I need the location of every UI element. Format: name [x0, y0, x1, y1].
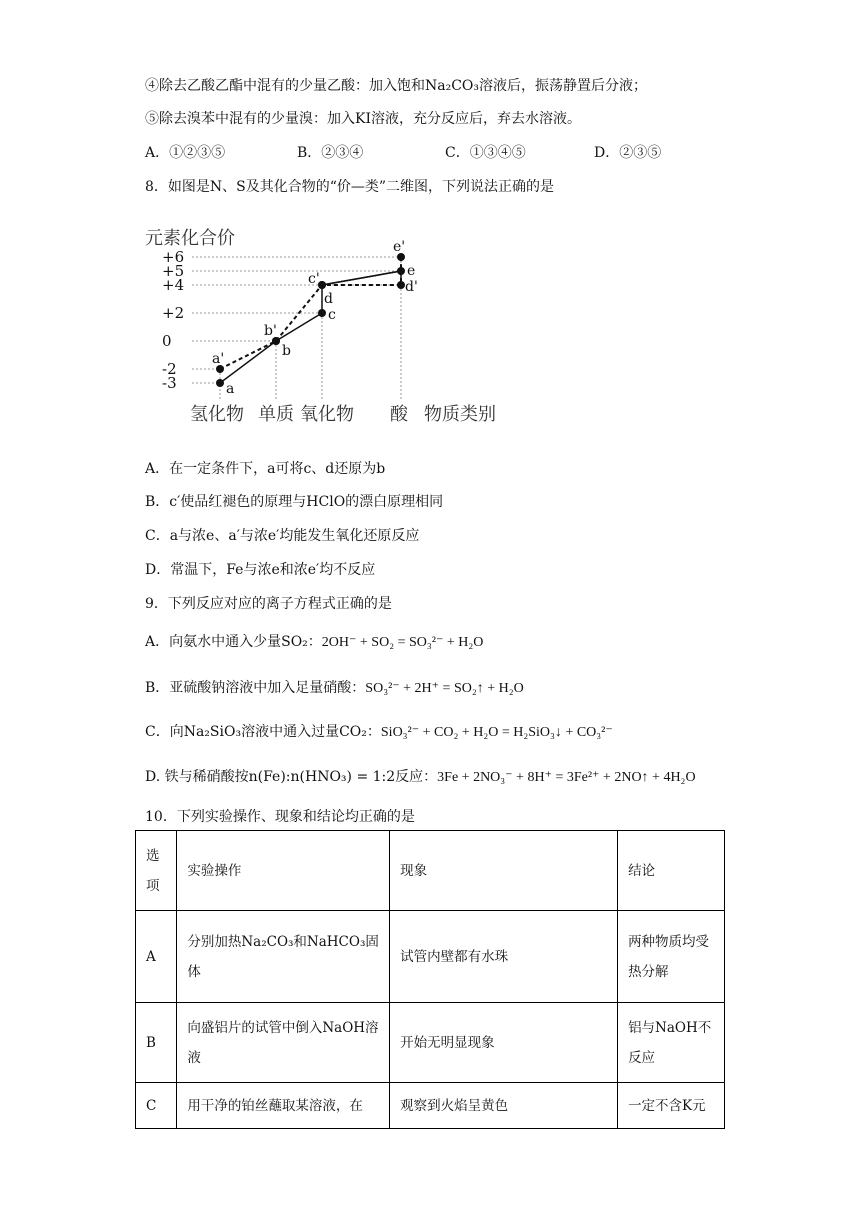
- row-operation: 用干净的铂丝蘸取某溶液，在: [177, 1083, 390, 1129]
- q9-stem: 9．下列反应对应的离子方程式正确的是: [145, 596, 392, 612]
- q9-a-prefix: A．向氨水中通入少量SO₂：: [145, 634, 322, 650]
- row-phenomenon: 开始无明显现象: [390, 1003, 618, 1083]
- row-option: C: [136, 1083, 177, 1129]
- q9-b-prefix: B．亚硫酸钠溶液中加入足量硝酸：: [145, 680, 366, 696]
- header-cell-phenomenon: 现象: [390, 831, 618, 911]
- q9-option-d: [145, 766, 696, 786]
- q9-c-equation: SiO₃²⁻ + CO₂ + H₂O = H₂SiO₃↓ + CO₃²⁻: [380, 725, 613, 740]
- q8-option-d: D．常温下，Fe与浓e和浓e′均不反应: [145, 562, 376, 578]
- table-row: [136, 1083, 725, 1129]
- q9-option-a: [145, 631, 483, 651]
- q9-c-prefix: C．向Na₂SiO₃溶液中通入过量CO₂：: [145, 724, 381, 740]
- row-operation: 向盛铝片的试管中倒入NaOH溶液: [177, 1003, 390, 1083]
- q7-option-d: D．②③⑤: [594, 145, 662, 161]
- y-tick-label: +5: [162, 262, 185, 280]
- y-tick-label: +6: [162, 248, 185, 266]
- data-point: [318, 309, 326, 317]
- header-cell-operation: 实验操作: [177, 831, 390, 911]
- q9-option-c: [145, 721, 613, 741]
- x-category-label: 单质: [258, 404, 294, 425]
- point-label: a': [212, 351, 225, 367]
- q9-d-equation: 3Fe + 2NO₃⁻ + 8H⁺ = 3Fe²⁺ + 2NO↑ + 4H₂O: [437, 770, 696, 785]
- q8-option-a: A．在一定条件下，a可将c、d还原为b: [145, 461, 386, 477]
- row-option: A: [136, 911, 177, 1003]
- data-point: [216, 379, 224, 387]
- q7-option-b: B．②③④: [297, 145, 364, 161]
- series-line-connector: [322, 271, 401, 285]
- y-tick-label: +4: [162, 276, 185, 294]
- q9-option-b: [145, 677, 524, 697]
- y-tick-label: -2: [162, 360, 177, 378]
- valence-class-chart: [140, 222, 500, 427]
- row-conclusion: 一定不含K元: [618, 1083, 725, 1129]
- q8-stem: 8．如图是N、S及其化合物的“价—类”二维图，下列说法正确的是: [145, 179, 555, 195]
- point-label: a: [226, 381, 235, 397]
- x-category-label: 氧化物: [300, 404, 354, 425]
- q9-a-equation: 2OH⁻ + SO₂ = SO₃²⁻ + H₂O: [321, 635, 484, 650]
- point-label: e: [407, 263, 416, 279]
- q9-d-prefix: D. 铁与稀硝酸按n(Fe):n(HNO₃) = 1:2反应：: [145, 769, 438, 785]
- data-point: [397, 267, 405, 275]
- row-conclusion: 两种物质均受热分解: [618, 911, 725, 1003]
- line-5: ⑤除去溴苯中混有的少量溴：加入KI溶液，充分反应后，弃去水溶液。: [145, 111, 581, 127]
- chart-ylabel: 元素化合价: [145, 228, 235, 249]
- q9-b-equation: SO₃²⁻ + 2H⁺ = SO₂↑ + H₂O: [365, 681, 524, 696]
- point-label: c': [308, 271, 320, 287]
- x-category-label: 酸: [390, 404, 408, 425]
- x-category-label: 氢化物: [190, 404, 244, 425]
- point-label: c: [328, 307, 336, 323]
- table-row: [136, 911, 725, 1003]
- header-cell-option: 选项: [136, 831, 177, 911]
- point-label: b: [282, 343, 291, 359]
- q10-stem: 10．下列实验操作、现象和结论均正确的是: [145, 809, 415, 825]
- row-operation: 分别加热Na₂CO₃和NaHCO₃固体: [177, 911, 390, 1003]
- experiment-table: [135, 830, 725, 1129]
- line-4: ④除去乙酸乙酯中混有的少量乙酸：加入饱和Na₂CO₃溶液后，振荡静置后分液；: [145, 78, 648, 94]
- y-tick-label: -3: [162, 374, 177, 392]
- table-header-row: [136, 831, 725, 911]
- point-label: d': [405, 279, 418, 295]
- q8-option-c: C．a与浓e、a′与浓e′均能发生氧化还原反应: [145, 528, 420, 544]
- chart-xlabel: 物质类别: [424, 404, 496, 425]
- header-cell-conclusion: 结论: [618, 831, 725, 911]
- table-row: [136, 1003, 725, 1083]
- point-label: e': [393, 239, 406, 255]
- row-phenomenon: 试管内壁都有水珠: [390, 911, 618, 1003]
- row-option: B: [136, 1003, 177, 1083]
- row-conclusion: 铝与NaOH不反应: [618, 1003, 725, 1083]
- series-line-solid: [220, 271, 401, 383]
- q7-option-c: C．①③④⑤: [445, 145, 526, 161]
- row-phenomenon: 观察到火焰呈黄色: [390, 1083, 618, 1129]
- y-tick-label: 0: [162, 332, 172, 350]
- point-label: d: [324, 291, 333, 307]
- q7-option-a: A．①②③⑤: [145, 145, 226, 161]
- data-point: [397, 281, 405, 289]
- y-tick-label: +2: [162, 304, 185, 322]
- point-label: b': [264, 323, 277, 339]
- q8-option-b: B．c′使品红褪色的原理与HClO的漂白原理相同: [145, 494, 444, 510]
